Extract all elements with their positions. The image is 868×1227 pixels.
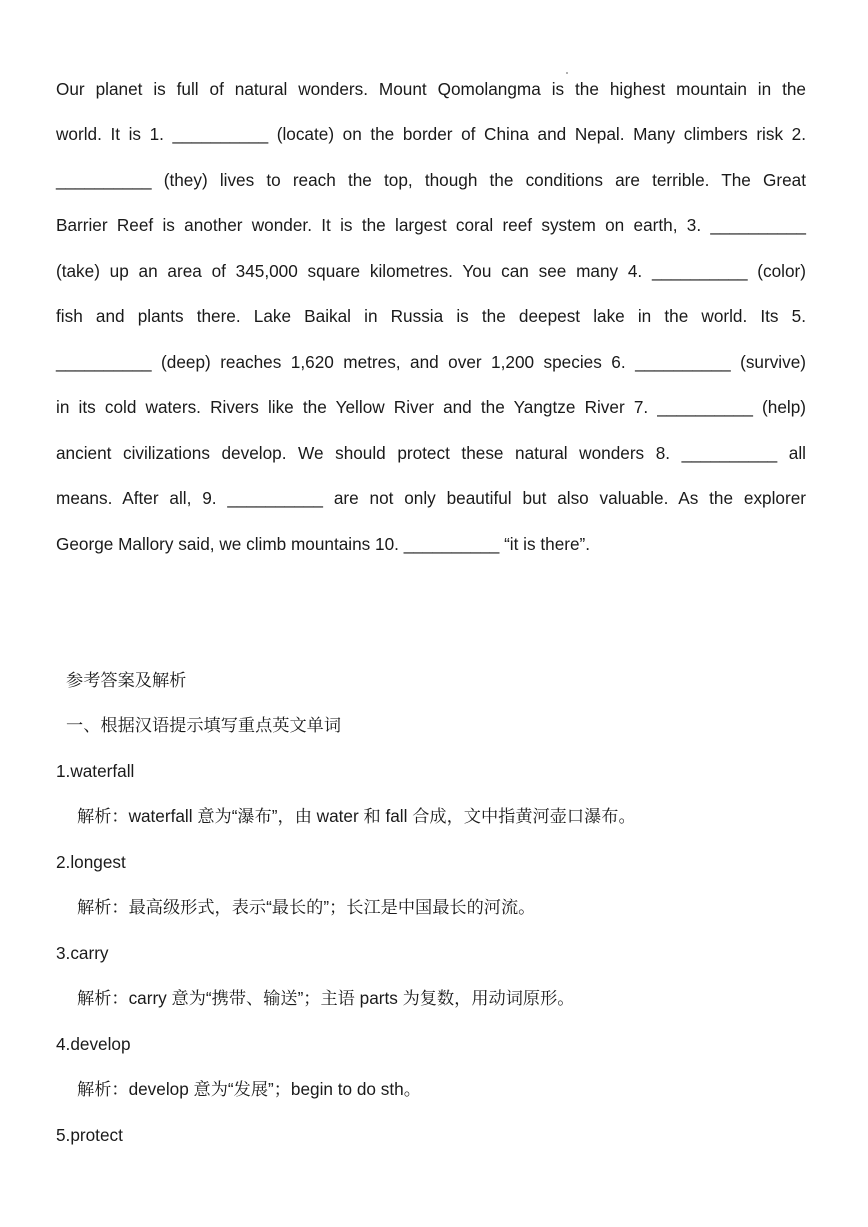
- answer-number: 2.longest: [56, 852, 126, 872]
- passage-line: (take) up an area of 345,000 square kilometres. You can see many 4. __________ (color): [56, 261, 806, 281]
- passage-line: __________ (they) lives to reach the top, though the conditions are terrible. The Great: [56, 170, 806, 190]
- answer-explanation: 解析：carry 意为“携带、输送”；主语 parts 为复数，用动词原形。: [77, 988, 575, 1008]
- answer-explanation: 解析：最高级形式，表示“最长的”；长江是中国最长的河流。: [77, 897, 536, 917]
- scan-speck: [566, 72, 568, 74]
- section-title: 一、根据汉语提示填写重点英文单词: [66, 715, 342, 735]
- passage-line: world. It is 1. __________ (locate) on the border of China and Nepal. Many climbers risk 2.: [56, 124, 806, 144]
- passage-line: __________ (deep) reaches 1,620 metres, and over 1,200 species 6. __________ (survive): [56, 352, 806, 372]
- answer-number: 3.carry: [56, 943, 109, 963]
- passage-line: Barrier Reef is another wonder. It is the largest coral reef system on earth, 3. __________: [56, 215, 806, 235]
- passage-line: Our planet is full of natural wonders. Mount Qomolangma is the highest mountain in the: [56, 79, 806, 99]
- passage-line: means. After all, 9. __________ are not only beautiful but also valuable. As the explorer: [56, 488, 806, 508]
- passage-line: fish and plants there. Lake Baikal in Russia is the deepest lake in the world. Its 5.: [56, 306, 806, 326]
- answer-heading: 参考答案及解析: [66, 670, 187, 690]
- passage-line: George Mallory said, we climb mountains 10. __________ “it is there”.: [56, 534, 591, 554]
- answer-explanation: 解析：waterfall 意为“瀑布”，由 water 和 fall 合成，文中指黄河壶口瀑布。: [77, 806, 636, 826]
- passage-line: in its cold waters. Rivers like the Yellow River and the Yangtze River 7. __________ (help): [56, 397, 806, 417]
- answer-number: 1.waterfall: [56, 761, 135, 781]
- answer-number: 4.develop: [56, 1034, 131, 1054]
- passage-line: ancient civilizations develop. We should protect these natural wonders 8. __________ all: [56, 443, 806, 463]
- answer-number: 5.protect: [56, 1125, 123, 1145]
- answer-explanation: 解析：develop 意为“发展”；begin to do sth。: [77, 1079, 421, 1099]
